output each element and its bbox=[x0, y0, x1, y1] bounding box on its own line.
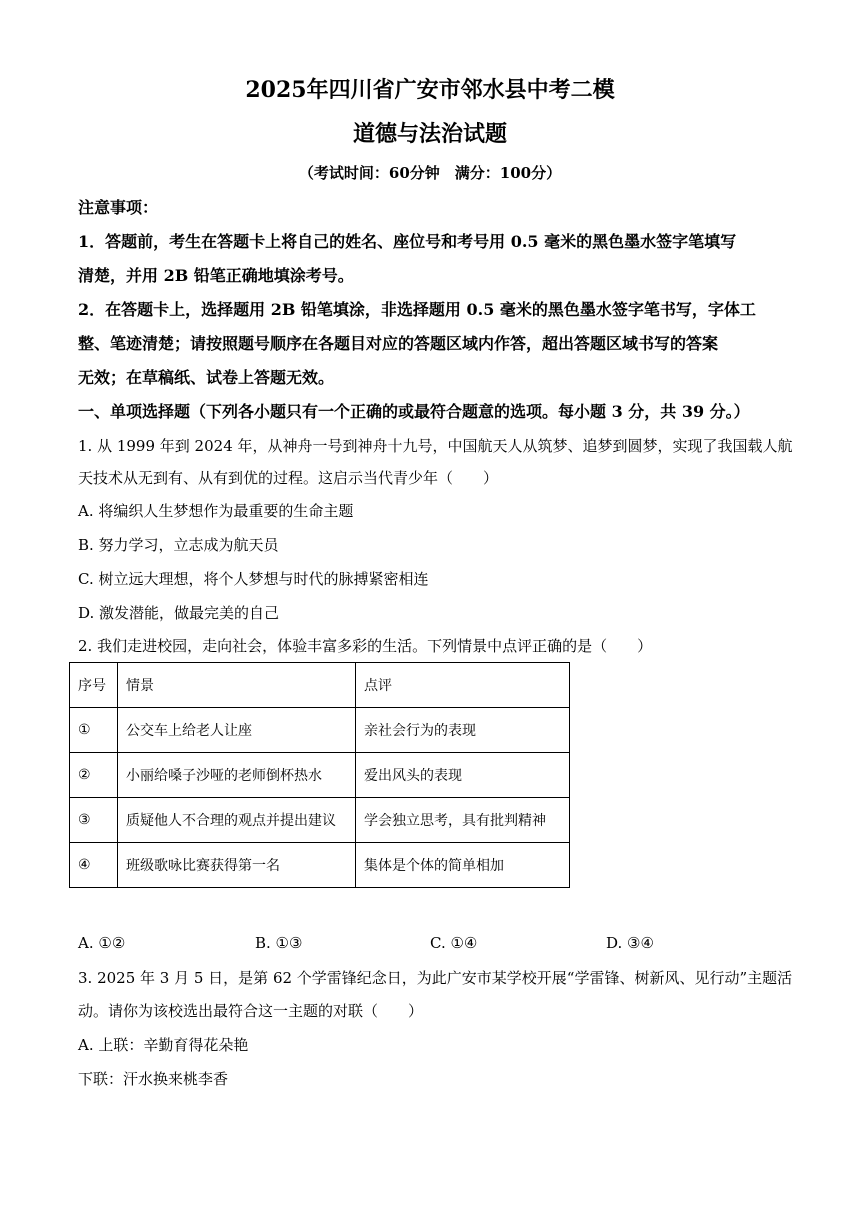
table-cell: 班级歌咏比赛获得第一名 bbox=[118, 843, 356, 888]
q3-stem-line-2: 动。请你为该校选出最符合这一主题的对联（ ） bbox=[78, 1002, 424, 1020]
q2-table bbox=[69, 662, 570, 888]
q1-stem-line-1: 1. 从 1999 年到 2024 年，从神舟一号到神舟十九号，中国航天人从筑梦、追梦到圆梦，实现了我国载人航 bbox=[78, 437, 793, 455]
exam-title: 2025年四川省广安市邻水县中考二模 bbox=[245, 77, 615, 103]
table-cell: 爱出风头的表现 bbox=[356, 753, 570, 798]
q1-stem-line-2: 天技术从无到有、从有到优的过程。这启示当代青少年（ ） bbox=[78, 469, 499, 487]
table-cell: ③ bbox=[70, 798, 118, 843]
table-header-cell: 情景 bbox=[118, 663, 356, 708]
notice-heading: 注意事项： bbox=[78, 198, 159, 217]
table-cell: ④ bbox=[70, 843, 118, 888]
section-1-heading: 一、单项选择题（下列各小题只有一个正确的或最符合题意的选项。每小题 3 分，共 39 分。） bbox=[78, 402, 750, 421]
notice-item-1-line-1: 1．答题前，考生在答题卡上将自己的姓名、座位号和考号用 0.5 毫米的黑色墨水签字笔填写 bbox=[78, 232, 737, 251]
q2-stem: 2. 我们走进校园，走向社会，体验丰富多彩的生活。下列情景中点评正确的是（ ） bbox=[78, 637, 653, 655]
table-cell: 质疑他人不合理的观点并提出建议 bbox=[118, 798, 356, 843]
table-cell: 集体是个体的简单相加 bbox=[356, 843, 570, 888]
table-cell: 亲社会行为的表现 bbox=[356, 708, 570, 753]
table-header-cell: 序号 bbox=[70, 663, 118, 708]
table-cell: 小丽给嗓子沙哑的老师倒杯热水 bbox=[118, 753, 356, 798]
q2-option-a: A. ①② bbox=[78, 934, 126, 952]
q1-option-a: A. 将编织人生梦想作为最重要的生命主题 bbox=[78, 502, 354, 520]
q2-option-d: D. ③④ bbox=[606, 934, 654, 952]
table-cell: 公交车上给老人让座 bbox=[118, 708, 356, 753]
notice-item-1-line-2: 清楚，并用 2B 铅笔正确地填涂考号。 bbox=[78, 266, 354, 285]
q3-option-a-lower: 下联：汗水换来桃李香 bbox=[78, 1070, 229, 1088]
table-row bbox=[70, 843, 570, 888]
exam-subject-title: 道德与法治试题 bbox=[352, 121, 507, 147]
table-cell: 学会独立思考，具有批判精神 bbox=[356, 798, 570, 843]
table-row bbox=[70, 798, 570, 843]
table-row bbox=[70, 708, 570, 753]
q1-option-b: B. 努力学习，立志成为航天员 bbox=[78, 536, 279, 554]
table-header-cell: 点评 bbox=[356, 663, 570, 708]
q3-stem-line-1: 3. 2025 年 3 月 5 日，是第 62 个学雷锋纪念日，为此广安市某学校开展“学雷锋、树新风、见行动”主题活 bbox=[78, 969, 793, 987]
table-row bbox=[70, 753, 570, 798]
notice-item-2-line-3: 无效；在草稿纸、试卷上答题无效。 bbox=[78, 368, 335, 387]
notice-item-2-line-1: 2．在答题卡上，选择题用 2B 铅笔填涂，非选择题用 0.5 毫米的黑色墨水签字笔书写，字体工 bbox=[78, 300, 756, 319]
table-cell: ① bbox=[70, 708, 118, 753]
table-header-row bbox=[70, 663, 570, 708]
q2-option-b: B. ①③ bbox=[255, 934, 303, 952]
notice-item-2-line-2: 整、笔迹清楚；请按照题号顺序在各题目对应的答题区域内作答，超出答题区域书写的答案 bbox=[78, 334, 719, 353]
q1-option-d: D. 激发潜能，做最完美的自己 bbox=[78, 604, 280, 622]
q2-option-c: C. ①④ bbox=[430, 934, 478, 952]
exam-info: （考试时间：60分钟 满分：100分） bbox=[298, 164, 562, 182]
q3-option-a-upper: A. 上联：辛勤育得花朵艳 bbox=[78, 1036, 249, 1054]
q1-option-c: C. 树立远大理想，将个人梦想与时代的脉搏紧密相连 bbox=[78, 570, 429, 588]
table-cell: ② bbox=[70, 753, 118, 798]
